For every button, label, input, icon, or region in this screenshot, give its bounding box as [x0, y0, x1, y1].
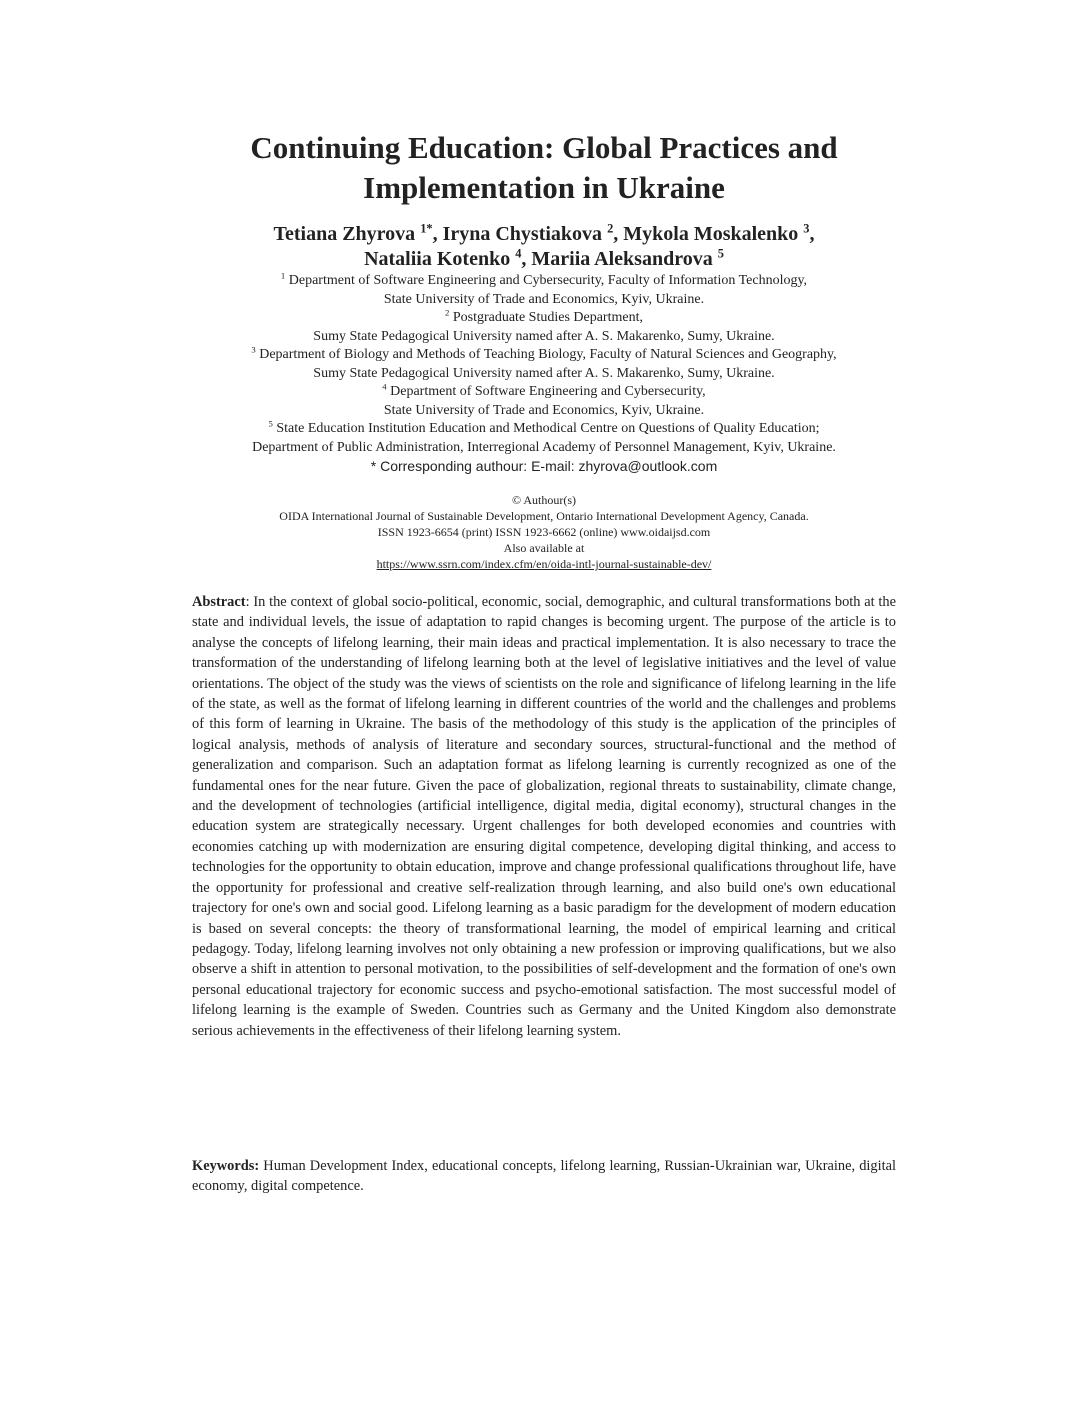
- affiliation-line: State University of Trade and Economics, Kyiv, Ukraine.: [383, 291, 705, 307]
- keywords-label: Keywords:: [192, 1158, 260, 1174]
- keywords-text: Human Development Index, educational concepts, lifelong learning, Russian-Ukrainian war, Ukraine, digital economy, digital competence.: [192, 1158, 896, 1195]
- author-separator: ,: [809, 223, 815, 245]
- affiliation-line: $^3$ Department of Biology and Methods of Teaching Biology, Faculty of Natural Sciences and Geography,: [251, 344, 837, 362]
- author-affiliation-mark: 4: [515, 246, 522, 261]
- abstract-label: Abstract: [192, 594, 246, 610]
- copyright-block: [150, 492, 938, 572]
- availability-line: Also available at https://www.ssrn.com/index.cfm/en/oida-intl-journal-sustainable-dev/: [150, 540, 938, 572]
- author-line-1: [150, 222, 938, 247]
- affiliation-mark: 2: [445, 307, 450, 318]
- author-affiliation-mark: 5: [717, 246, 724, 261]
- affiliation-line: Department of Public Administration, Interregional Academy of Personnel Management, Kyiv, Ukraine.: [252, 439, 836, 455]
- abstract-paragraph: [192, 592, 896, 1041]
- journal-line: OIDA International Journal of Sustainable Development, Ontario International Development Agency, Canada.: [279, 509, 809, 523]
- author-separator: ,: [432, 223, 443, 245]
- author-separator: ,: [613, 223, 624, 245]
- author-list: [150, 222, 938, 272]
- affiliation-mark: 5: [268, 418, 273, 429]
- title-line-1: Continuing Education: Global Practices and: [250, 130, 838, 165]
- ssrn-link[interactable]: https://www.ssrn.com/index.cfm/en/oida-intl-journal-sustainable-dev/: [376, 557, 712, 571]
- affiliation-mark: 3: [251, 344, 256, 355]
- paper-title: [150, 128, 938, 208]
- affiliation-mark: 1: [280, 270, 286, 281]
- author-name: Iryna Chystiakova: [442, 223, 603, 245]
- affiliation-line: $^2$ Postgraduate Studies Department,: [445, 307, 643, 325]
- affiliation-line: $^5$ State Education Institution Education and Methodical Centre on Questions of Quality Education;: [268, 418, 820, 436]
- abstract-text: : In the context of global socio-political, economic, social, demographic, and cultural transformations both at the state and individual levels, the issue of adaptation to rapid changes is becoming urgent. The purpose of the article is to analyse the concepts of lifelong learning, their main ideas and practical implementation. It is also necessary to trace the transformation of the understanding of lifelong learning both at the level of legislative initiatives and the level of value orientations. The object of the study was the views of scientists on the role and significance of lifelong learning in the life of the state, as well as the format of lifelong learning in different countries of the world and the challenges and problems of this form of learning in Ukraine. The basis of the methodology of this study is the application of the principles of logical analysis, methods of analysis of literature and secondary sources, structural-functional and the method of generalization and comparison. Such an adaptation format as lifelong learning is currently recognized as one of the fundamental ones for the near future. Given the pace of globalization, regional threats to sustainability, climate change, and the development of technologies (artificial intelligence, digital media, digital economy), structural changes in the education system are strategically necessary. Urgent challenges for both developed economies and countries with economies catching up with modernization are ensuring digital competence, developing digital thinking, and access to technologies for the opportunity to obtain education, improve and change professional qualifications throughout life, have the opportunity for professional and creative self-realization through learning, and also build one's own educational trajectory for one's own and social good. Lifelong learning as a basic paradigm for the development of modern education is based on several concepts: the theory of transformational learning, the model of empirical learning and critical pedagogy. Today, lifelong learning involves not only obtaining a new profession or improving qualifications, but we also observe a shift in attention to personal motivation, to the possibilities of self-development and the formation of one's own personal educational trajectory for economic success and psycho-emotional satisfaction. The most successful model of lifelong learning is the example of Sweden. Countries such as Germany and the United Kingdom also demonstrate serious achievements in the effectiveness of their lifelong learning system.: [192, 594, 896, 1039]
- affiliation-line: Sumy State Pedagogical University named after A. S. Makarenko, Sumy, Ukraine.: [313, 328, 775, 344]
- affiliation-line: $^1$ Department of Software Engineering and Cybersecurity, Faculty of Information Technology,: [280, 270, 808, 288]
- corresponding-author: * Corresponding authour: E-mail: zhyrova@outlook.com: [370, 458, 718, 474]
- author-name: Mariia Aleksandrova: [531, 248, 713, 270]
- affiliation-mark: 4: [382, 381, 387, 392]
- affiliation-line: $^4$ Department of Software Engineering and Cybersecurity,: [382, 381, 706, 399]
- author-name: Tetiana Zhyrova: [273, 223, 416, 245]
- keywords-paragraph: [192, 1156, 896, 1197]
- author-line-2: [150, 247, 938, 272]
- author-affiliation-mark: 3: [803, 221, 810, 236]
- copyright-line: © Authour(s): [511, 493, 577, 507]
- issn-line: ISSN 1923-6654 (print) ISSN 1923-6662 (online) www.oidaijsd.com: [377, 525, 711, 539]
- author-separator: ,: [521, 248, 532, 270]
- author-affiliation-mark: 2: [607, 221, 614, 236]
- affiliation-line: State University of Trade and Economics, Kyiv, Ukraine.: [383, 402, 705, 418]
- author-name: Nataliia Kotenko: [364, 248, 511, 270]
- affiliation-line: Sumy State Pedagogical University named after A. S. Makarenko, Sumy, Ukraine.: [313, 365, 775, 381]
- title-line-2: Implementation in Ukraine: [363, 170, 725, 205]
- affiliation-list: [120, 272, 968, 457]
- author-affiliation-mark: 1*: [420, 221, 433, 236]
- author-name: Mykola Moskalenko: [623, 223, 799, 245]
